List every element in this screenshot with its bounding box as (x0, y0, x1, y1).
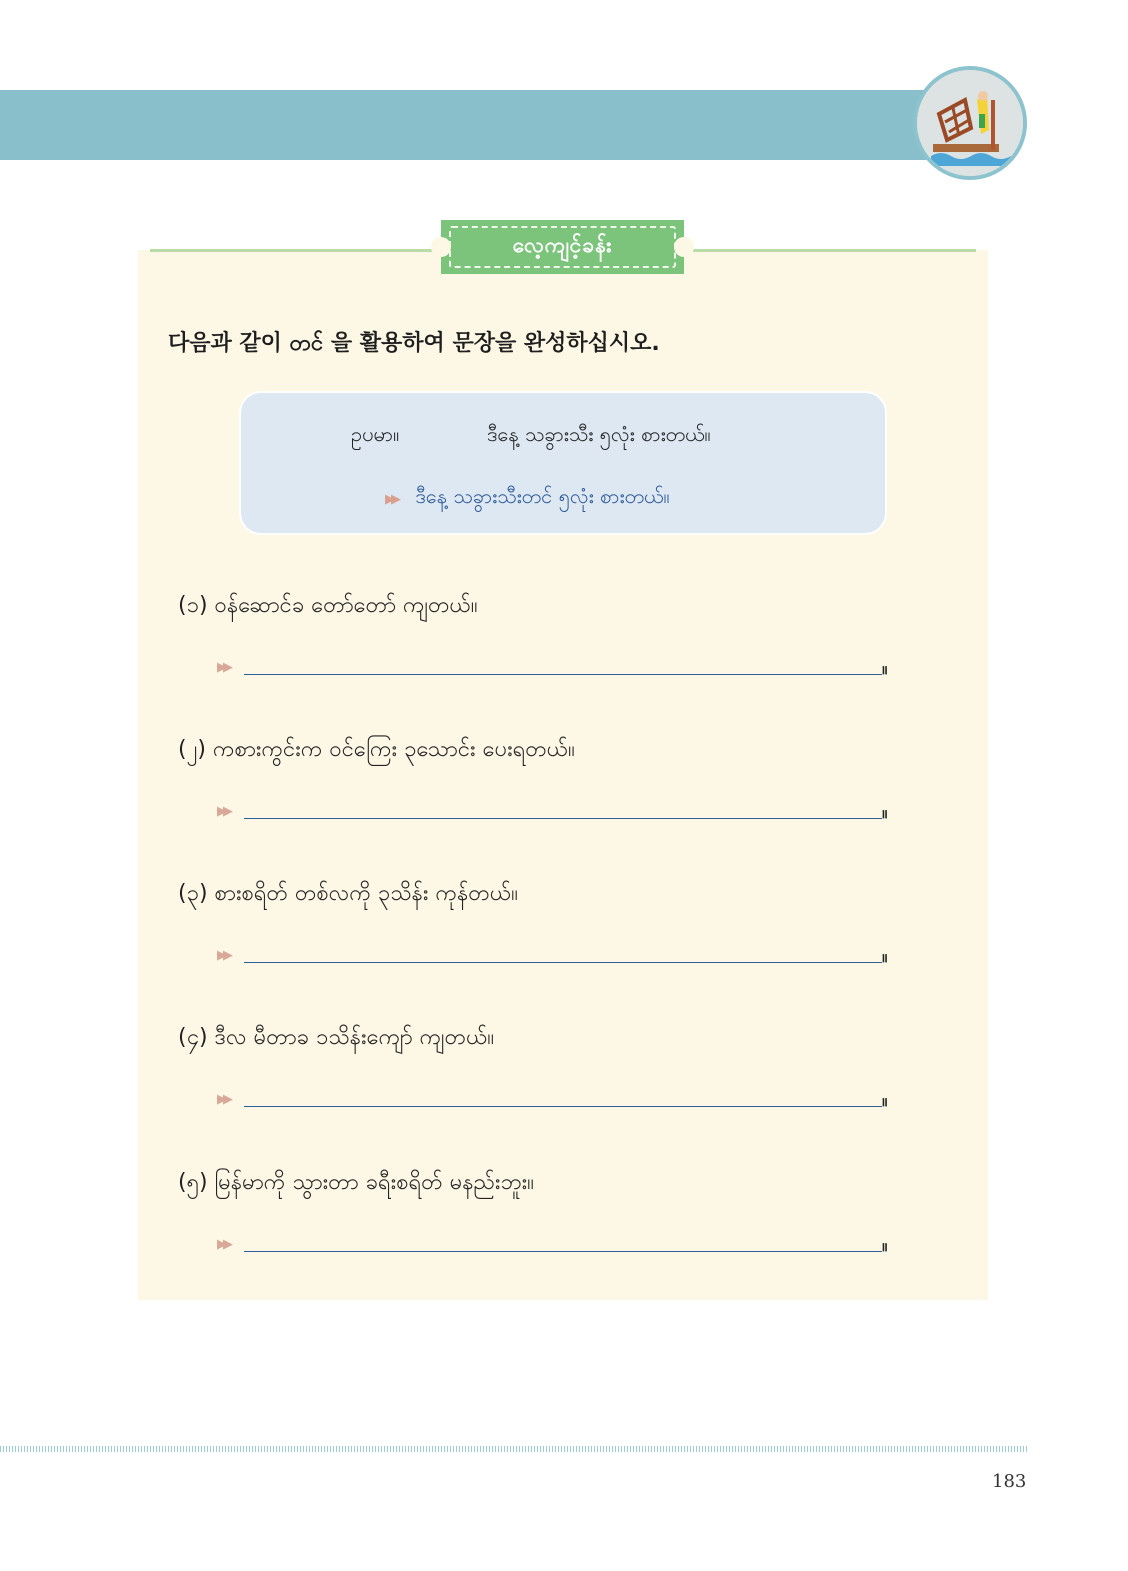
double-arrow-icon: ▶▶ (217, 1092, 229, 1107)
answer-line-3[interactable] (244, 962, 882, 963)
question-5: (၅) မြန်မာကို သွားတာ ခရီးစရိတ် မနည်းဘူး။ (178, 1170, 534, 1195)
section-title: လေ့ကျင့်ခန်း (512, 233, 613, 257)
header-band (0, 90, 960, 160)
answer-line-4[interactable] (244, 1106, 882, 1107)
answer-line-1[interactable] (244, 674, 882, 675)
end-mark: ။ (882, 802, 888, 823)
double-arrow-icon: ▶▶ (217, 1237, 229, 1252)
double-arrow-icon: ▶▶ (217, 660, 229, 675)
answer-line-5[interactable] (244, 1251, 882, 1252)
example-box (239, 391, 887, 535)
instruction-text: 다음과 같이 တင် 을 활용하여 문장을 완성하십시오. (168, 331, 660, 356)
end-mark: ။ (882, 658, 888, 679)
example-answer-text: ဒီနေ့ သခွားသီးတင် ၅လုံး စားတယ်။ (415, 484, 670, 508)
footer-dotted-divider (0, 1446, 1027, 1452)
double-arrow-icon: ▶▶ (217, 948, 229, 963)
fisherman-boat-icon (913, 66, 1027, 180)
answer-line-2[interactable] (244, 818, 882, 819)
question-4: (၄) ဒီလ မီတာခ ၁သိန်းကျော် ကျတယ်။ (178, 1025, 495, 1050)
question-2: (၂) ကစားကွင်းက ဝင်ကြေး ၃သောင်း ပေးရတယ်။ (178, 737, 575, 762)
question-1: (၁) ဝန်ဆောင်ခ တော်တော် ကျတယ်။ (178, 593, 478, 618)
end-mark: ။ (882, 1090, 888, 1111)
end-mark: ။ (882, 1235, 888, 1256)
section-tab (441, 220, 684, 274)
double-arrow-icon: ▶▶ (385, 492, 397, 507)
example-label: ဥပမာ။ (351, 422, 400, 446)
question-3: (၃) စားစရိတ် တစ်လကို ၃သိန်း ကုန်တယ်။ (178, 881, 518, 906)
end-mark: ။ (882, 946, 888, 967)
double-arrow-icon: ▶▶ (217, 804, 229, 819)
example-sentence: ဒီနေ့ သခွားသီး ၅လုံး စားတယ်။ (487, 422, 711, 446)
page-number: 183 (992, 1471, 1027, 1492)
example-answer (385, 483, 670, 513)
